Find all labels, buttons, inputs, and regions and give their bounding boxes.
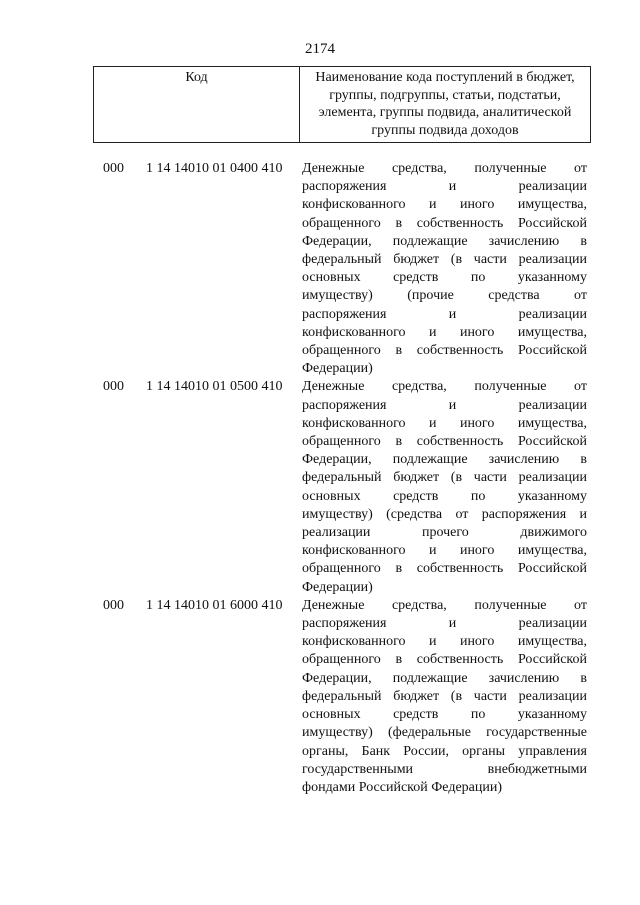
description-line: обращенного в собственность Российской (302, 215, 587, 231)
description-line: основных средств по указанному (302, 488, 587, 504)
revenue-description (302, 597, 587, 797)
description-line: федеральный бюджет (в части реализации (302, 470, 587, 486)
table-row (0, 597, 640, 797)
header-code-cell: Код (94, 67, 300, 142)
description-line: имуществу) (средства от распоряжения и (302, 506, 587, 522)
description-line: конфискованного и иного имущества, (302, 197, 587, 213)
revenue-code: 1 14 14010 01 0500 410 (146, 379, 283, 395)
description-line: федеральный бюджет (в части реализации (302, 688, 587, 704)
description-line: обращенного в собственность Российской (302, 652, 587, 668)
description-line: конфискованного и иного имущества, (302, 415, 587, 431)
description-line: органы, Банк России, органы управления (302, 743, 587, 759)
page-number: 2174 (305, 41, 335, 57)
description-line: основных средств по указанному (302, 707, 587, 723)
description-line: Федерации) (302, 361, 373, 377)
admin-code: 000 (103, 597, 124, 613)
description-line: Федерации, подлежащие зачислению в (302, 452, 587, 468)
description-line: Федерации, подлежащие зачислению в (302, 670, 587, 686)
description-line: распоряжения и реализации (302, 306, 587, 322)
header-name-cell: Наименование кода поступлений в бюджет, группы, подгруппы, статьи, подстатьи, элемента, группы подвида, аналитической группы подвида доходов (315, 70, 575, 138)
description-line: обращенного в собственность Российской (302, 561, 587, 577)
description-line: реализации прочего движимого (302, 525, 587, 541)
column-header-table (93, 66, 591, 143)
description-line: государственными внебюджетными (302, 761, 587, 777)
revenue-code: 1 14 14010 01 0400 410 (146, 161, 283, 176)
description-line: конфискованного и иного имущества, (302, 324, 587, 340)
description-line: Федерации) (302, 579, 373, 595)
admin-code: 000 (103, 379, 124, 395)
description-line: основных средств по указанному (302, 270, 587, 286)
description-line: обращенного в собственность Российской (302, 434, 587, 450)
table-row (0, 378, 640, 596)
description-line: обращенного в собственность Российской (302, 343, 587, 359)
description-line: распоряжения и реализации (302, 397, 587, 413)
revenue-description (302, 378, 587, 596)
description-line: распоряжения и реализации (302, 179, 587, 195)
description-line: имуществу) (федеральные государственные (302, 725, 587, 741)
description-line: фондами Российской Федерации) (302, 779, 503, 795)
revenue-description (302, 160, 587, 378)
description-line: конфискованного и иного имущества, (302, 634, 587, 650)
revenue-code-list (0, 160, 640, 797)
description-line: конфискованного и иного имущества, (302, 543, 587, 559)
table-row (0, 160, 640, 378)
description-line: имуществу) (прочие средства от (302, 288, 587, 304)
revenue-code: 1 14 14010 01 6000 410 (146, 597, 283, 613)
description-line: Денежные средства, полученные от (302, 379, 587, 395)
description-line: Денежные средства, полученные от (302, 161, 587, 176)
admin-code: 000 (103, 161, 124, 176)
description-line: распоряжения и реализации (302, 616, 587, 632)
description-line: Федерации, подлежащие зачислению в (302, 233, 587, 249)
description-line: Денежные средства, полученные от (302, 597, 587, 613)
description-line: федеральный бюджет (в части реализации (302, 252, 587, 268)
